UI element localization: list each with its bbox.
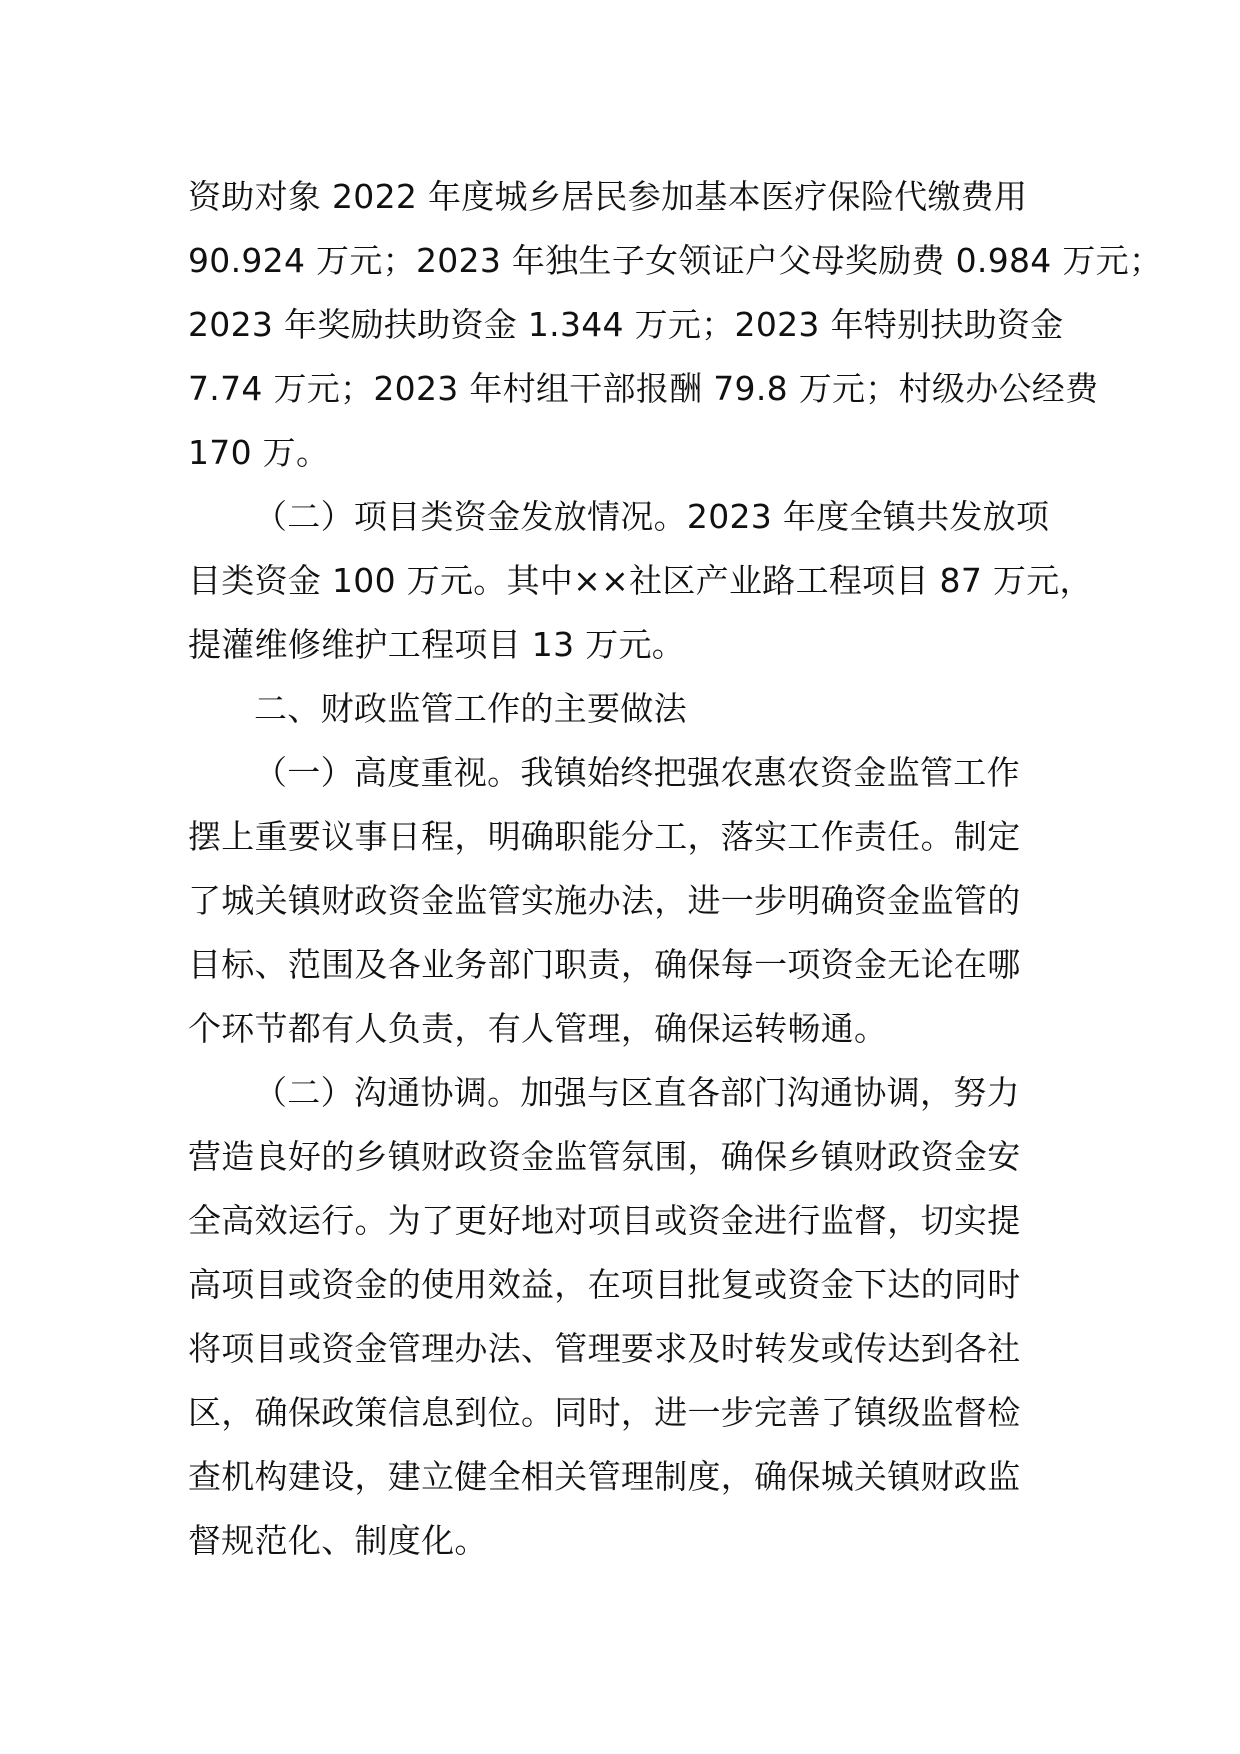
text-line: 了城关镇财政资金监管实施办法，进一步明确资金监管的 [188, 881, 1021, 920]
text-line: 营造良好的乡镇财政资金监管氛围，确保乡镇财政资金安 [188, 1137, 1021, 1176]
text-line: 目类资金 100 万元。其中××社区产业路工程项目 87 万元， [188, 561, 1093, 600]
text-line: 督规范化、制度化。 [188, 1521, 488, 1560]
text-line: 摆上重要议事日程，明确职能分工，落实工作责任。制定 [188, 817, 1021, 856]
document-body [188, 165, 1163, 1573]
text-line: 高项目或资金的使用效益，在项目批复或资金下达的同时 [188, 1265, 1021, 1304]
paragraph-first-line: （一）高度重视。我镇始终把强农惠农资金监管工作 [254, 753, 1020, 792]
text-line: 个环节都有人负责，有人管理，确保运转畅通。 [188, 1009, 888, 1048]
section-heading: 二、财政监管工作的主要做法 [254, 689, 687, 728]
text-line: 7.74 万元；2023 年村组干部报酬 79.8 万元；村级办公经费 [188, 369, 1099, 408]
text-line: 全高效运行。为了更好地对项目或资金进行监督，切实提 [188, 1201, 1021, 1240]
text-line: 170 万。 [188, 433, 330, 472]
text-line: 将项目或资金管理办法、管理要求及时转发或传达到各社 [188, 1329, 1021, 1368]
text-line: 90.924 万元；2023 年独生子女领证户父母奖励费 0.984 万元； [188, 241, 1163, 280]
paragraph-first-line: （二）沟通协调。加强与区直各部门沟通协调，努力 [254, 1073, 1020, 1112]
text-line: 查机构建设，建立健全相关管理制度，确保城关镇财政监 [188, 1457, 1021, 1496]
text-line: 资助对象 2022 年度城乡居民参加基本医疗保险代缴费用 [188, 177, 1028, 216]
text-line: 2023 年奖励扶助资金 1.344 万元；2023 年特别扶助资金 [188, 305, 1064, 344]
text-line: 目标、范围及各业务部门职责，确保每一项资金无论在哪 [188, 945, 1021, 984]
paragraph-first-line: （二）项目类资金发放情况。2023 年度全镇共发放项 [254, 497, 1050, 536]
text-line: 提灌维修维护工程项目 13 万元。 [188, 625, 686, 664]
text-line: 区，确保政策信息到位。同时，进一步完善了镇级监督检 [188, 1393, 1021, 1432]
